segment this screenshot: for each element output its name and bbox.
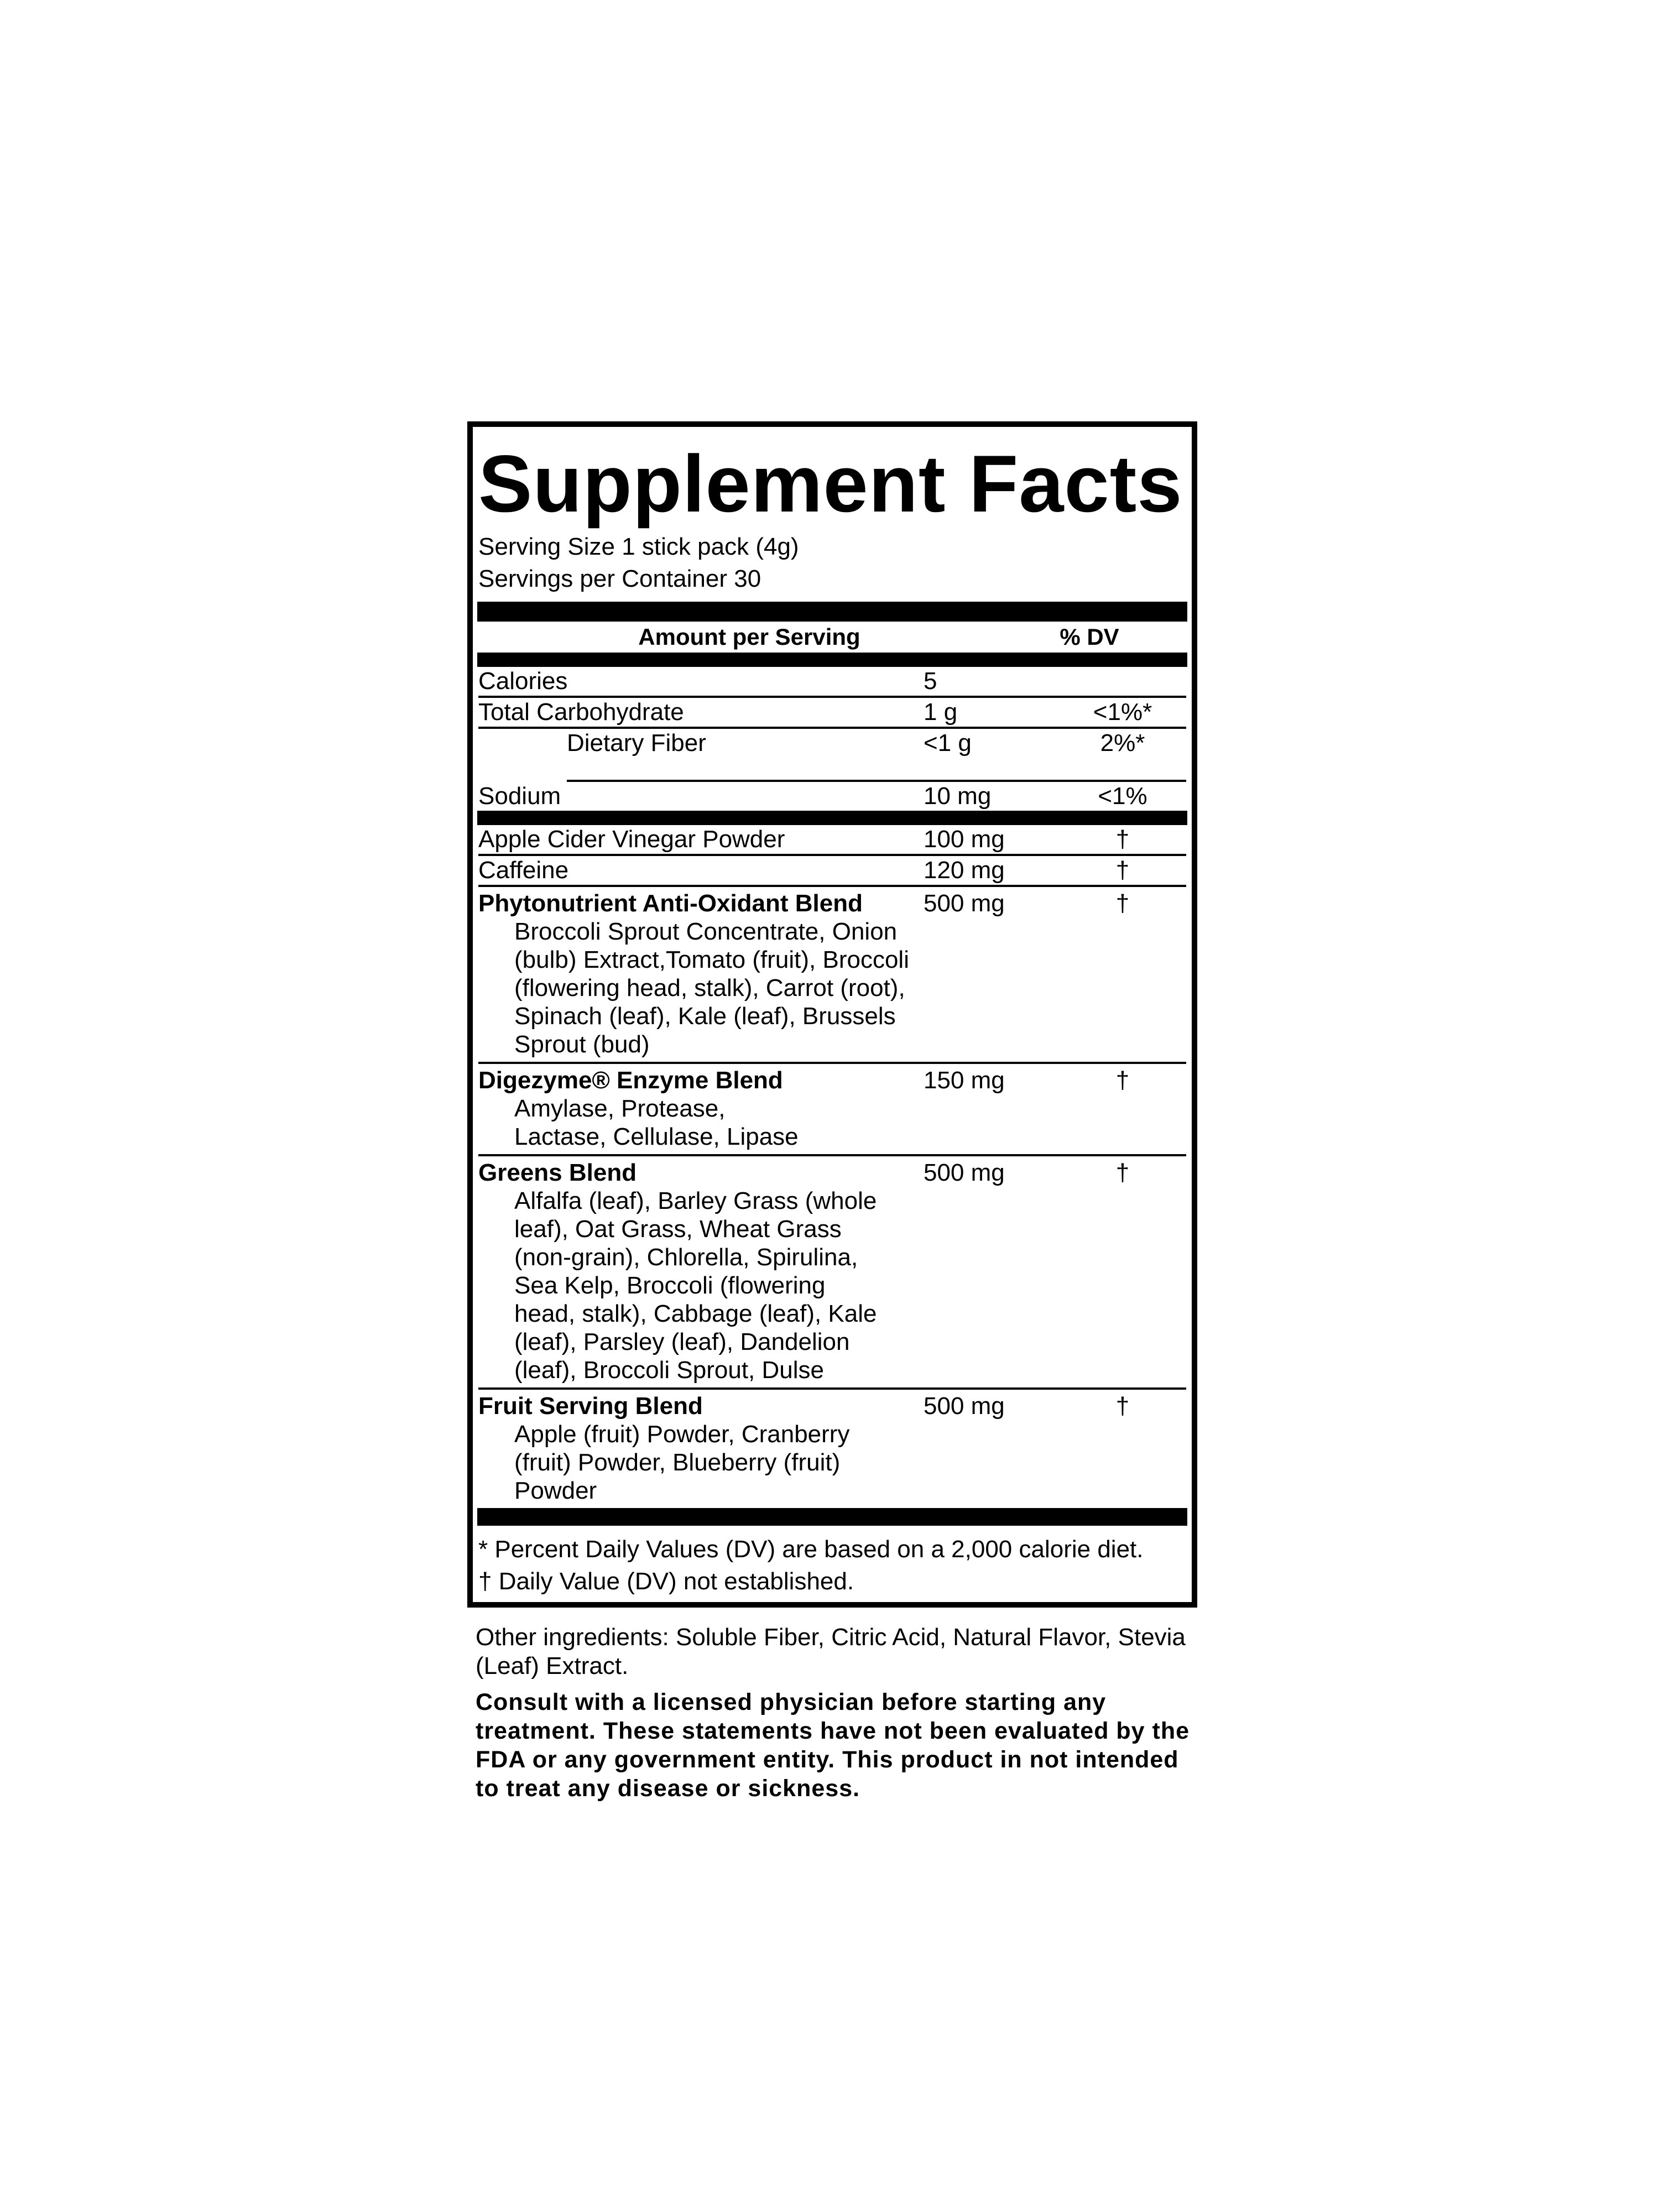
ingredient-name: Caffeine <box>478 857 569 884</box>
warning-text: Consult with a licensed physician before starting any treatment. These statements have not been evaluated by the FDA or any government entity. This product in not intended to treat any disease or sickness. <box>476 1689 1190 1802</box>
blend-ingredients: Apple (fruit) Powder, Cranberry (fruit) Powder, Blueberry (fruit) Powder <box>514 1421 850 1504</box>
table-header <box>478 622 1186 653</box>
nutrient-amount: <1 g <box>924 729 972 757</box>
ingredient-name: Apple Cider Vinegar Powder <box>478 826 785 853</box>
divider-mid <box>477 811 1187 825</box>
nutrient-dv <box>1067 667 1178 696</box>
nutrient-row-calories <box>478 667 1186 698</box>
blend-amount: 150 mg <box>924 1067 1005 1094</box>
footnotes <box>478 1526 1186 1598</box>
header-amount: Amount per Serving <box>638 624 860 650</box>
header-dv: % DV <box>1060 624 1119 650</box>
blend-ingredients: Broccoli Sprout Concentrate, Onion (bulb) Extract,Tomato (fruit), Broccoli (flowering head, stalk), Carrot (root), Spinach (leaf), Kale (leaf), Brussels Sprout (bud) <box>514 918 909 1058</box>
other-ingredients: Other ingredients: Soluble Fiber, Citric Acid, Natural Flavor, Stevia (Leaf) Extract. <box>476 1624 1186 1679</box>
nutrient-name: Dietary Fiber <box>567 729 706 757</box>
dagger-icon: † <box>1115 826 1130 853</box>
nutrient-name: Calories <box>478 667 568 695</box>
blend-name: Greens Blend <box>478 1159 637 1186</box>
nutrient-row-fiber <box>478 729 1186 780</box>
dagger-icon: † <box>1115 1067 1130 1094</box>
blend-ingredients: Alfalfa (leaf), Barley Grass (whole leaf), Oat Grass, Wheat Grass (non-grain), Chlorella, Spirulina, Sea Kelp, Broccoli (flowering head, stalk), Cabbage (leaf), Kale (leaf), Parsley (leaf), Dandelion (leaf), Broccoli Sprout, Dulse <box>514 1187 877 1384</box>
blend-row-digezyme <box>478 1064 1186 1156</box>
blend-amount: 500 mg <box>924 1159 1005 1186</box>
blend-row-fruit <box>478 1390 1186 1508</box>
blend-name: Phytonutrient Anti-Oxidant Blend <box>478 890 863 917</box>
blend-amount: 500 mg <box>924 1392 1005 1420</box>
ingredient-row-caffeine <box>478 856 1186 887</box>
dagger-icon: † <box>1115 1392 1130 1420</box>
ingredient-row-acv <box>478 825 1186 856</box>
nutrient-dv: 2%* <box>1100 729 1145 757</box>
nutrient-dv: <1%* <box>1093 698 1152 726</box>
dagger-icon: † <box>1115 1159 1130 1186</box>
divider-thick <box>477 602 1187 622</box>
nutrient-row-sodium <box>478 782 1186 811</box>
blend-name: Fruit Serving Blend <box>478 1392 703 1420</box>
nutrient-amount: 5 <box>924 667 937 695</box>
divider-mid <box>477 1508 1187 1526</box>
divider-mid <box>477 653 1187 667</box>
dagger-icon: † <box>1115 890 1130 917</box>
blend-name: Digezyme® Enzyme Blend <box>478 1067 783 1094</box>
dagger-icon: † <box>1115 857 1130 884</box>
ingredient-amount: 100 mg <box>924 826 1005 853</box>
blend-ingredients: Amylase, Protease, Lactase, Cellulase, Lipase <box>514 1095 799 1150</box>
nutrient-dv: <1% <box>1098 782 1147 810</box>
panel-title: Supplement Facts <box>478 439 1183 529</box>
blend-row-greens <box>478 1156 1186 1390</box>
supplement-facts-panel <box>467 421 1197 1608</box>
dv-footnote: * Percent Daily Values (DV) are based on a 2,000 calorie diet. <box>478 1536 1144 1563</box>
ingredient-amount: 120 mg <box>924 857 1005 884</box>
blend-row-phytonutrient <box>478 887 1186 1064</box>
dagger-footnote: † Daily Value (DV) not established. <box>478 1568 854 1595</box>
nutrient-amount: 10 mg <box>924 782 992 810</box>
nutrient-name: Total Carbohydrate <box>478 698 684 726</box>
serving-size: Serving Size 1 stick pack (4g) <box>478 533 799 560</box>
nutrient-row-carbohydrate <box>478 698 1186 729</box>
nutrient-amount: 1 g <box>924 698 958 726</box>
nutrient-name: Sodium <box>478 782 561 810</box>
servings-per-container: Servings per Container 30 <box>478 565 761 592</box>
blend-amount: 500 mg <box>924 890 1005 917</box>
